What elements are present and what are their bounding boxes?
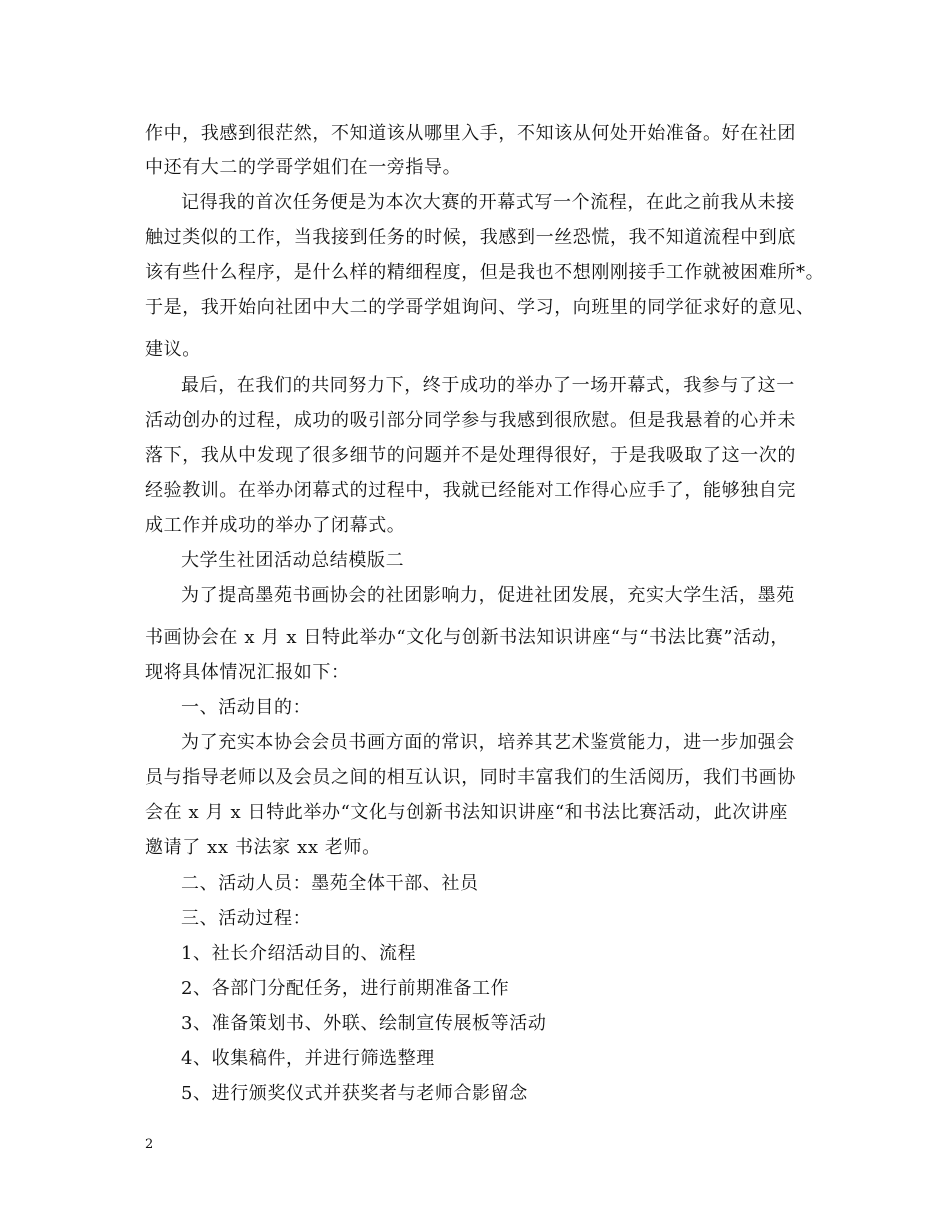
text-line: 落下，我从中发现了很多细节的问题并不是处理得很好，于是我吸取了这一次的 xyxy=(145,445,796,466)
text-line: 作中，我感到很茫然，不知道该从哪里入手，不知该从何处开始准备。好在社团 xyxy=(145,123,796,144)
text-line: 为了充实本协会会员书画方面的常识，培养其艺术鉴赏能力，进一步加强会 xyxy=(181,732,795,753)
list-item: 4、收集稿件，并进行筛选整理 xyxy=(181,1048,435,1069)
list-item: 2、各部门分配任务，进行前期准备工作 xyxy=(181,978,510,999)
text-line: 书画协会在 x 月 x 日特此举办“文化与创新书法知识讲座“与“书法比赛”活动， xyxy=(145,627,789,648)
text-line: 员与指导老师以及会员之间的相互认识，同时丰富我们的生活阅历，我们书画协 xyxy=(145,767,796,788)
subsection-heading: 二、活动人员：墨苑全体干部、社员 xyxy=(181,873,479,894)
text-line: 记得我的首次任务便是为本次大赛的开幕式写一个流程，在此之前我从未接 xyxy=(181,192,795,213)
text-line: 触过类似的工作，当我接到任务的时候，我感到一丝恐慌，我不知道流程中到底 xyxy=(145,227,796,248)
text-line: 最后，在我们的共同努力下，终于成功的举办了一场开幕式，我参与了这一 xyxy=(181,375,795,396)
text-line: 为了提高墨苑书画协会的社团影响力，促进社团发展，充实大学生活，墨苑 xyxy=(181,585,795,606)
subsection-heading: 一、活动目的： xyxy=(181,697,312,718)
list-item: 1、社长介绍活动目的、流程 xyxy=(181,943,417,964)
text-line: 会在 x 月 x 日特此举办“文化与创新书法知识讲座“和书法比赛活动，此次讲座 xyxy=(145,802,788,823)
list-item: 5、进行颁奖仪式并获奖者与老师合影留念 xyxy=(181,1083,528,1104)
list-item: 3、准备策划书、外联、绘制宣传展板等活动 xyxy=(181,1013,547,1034)
text-line: 成工作并成功的举办了闭幕式。 xyxy=(145,515,406,536)
text-line: 建议。 xyxy=(145,339,201,360)
subsection-heading: 三、活动过程： xyxy=(181,908,312,929)
text-line: 邀请了 xx 书法家 xx 老师。 xyxy=(145,837,381,858)
text-line: 于是，我开始向社团中大二的学哥学姐询问、学习，向班里的同学征求好的意见、 xyxy=(145,297,815,318)
section-heading: 大学生社团活动总结模版二 xyxy=(181,550,405,571)
text-line: 活动创办的过程，成功的吸引部分同学参与我感到很欣慰。但是我悬着的心并未 xyxy=(145,410,796,431)
text-line: 现将具体情况汇报如下： xyxy=(145,662,350,683)
page-number: 2 xyxy=(145,1137,154,1152)
text-line: 该有些什么程序，是什么样的精细程度，但是我也不想刚刚接手工作就被困难所*。 xyxy=(145,262,825,283)
text-line: 经验教训。在举办闭幕式的过程中，我就已经能对工作得心应手了，能够独自完 xyxy=(145,480,796,501)
text-line: 中还有大二的学哥学姐们在一旁指导。 xyxy=(145,157,462,178)
